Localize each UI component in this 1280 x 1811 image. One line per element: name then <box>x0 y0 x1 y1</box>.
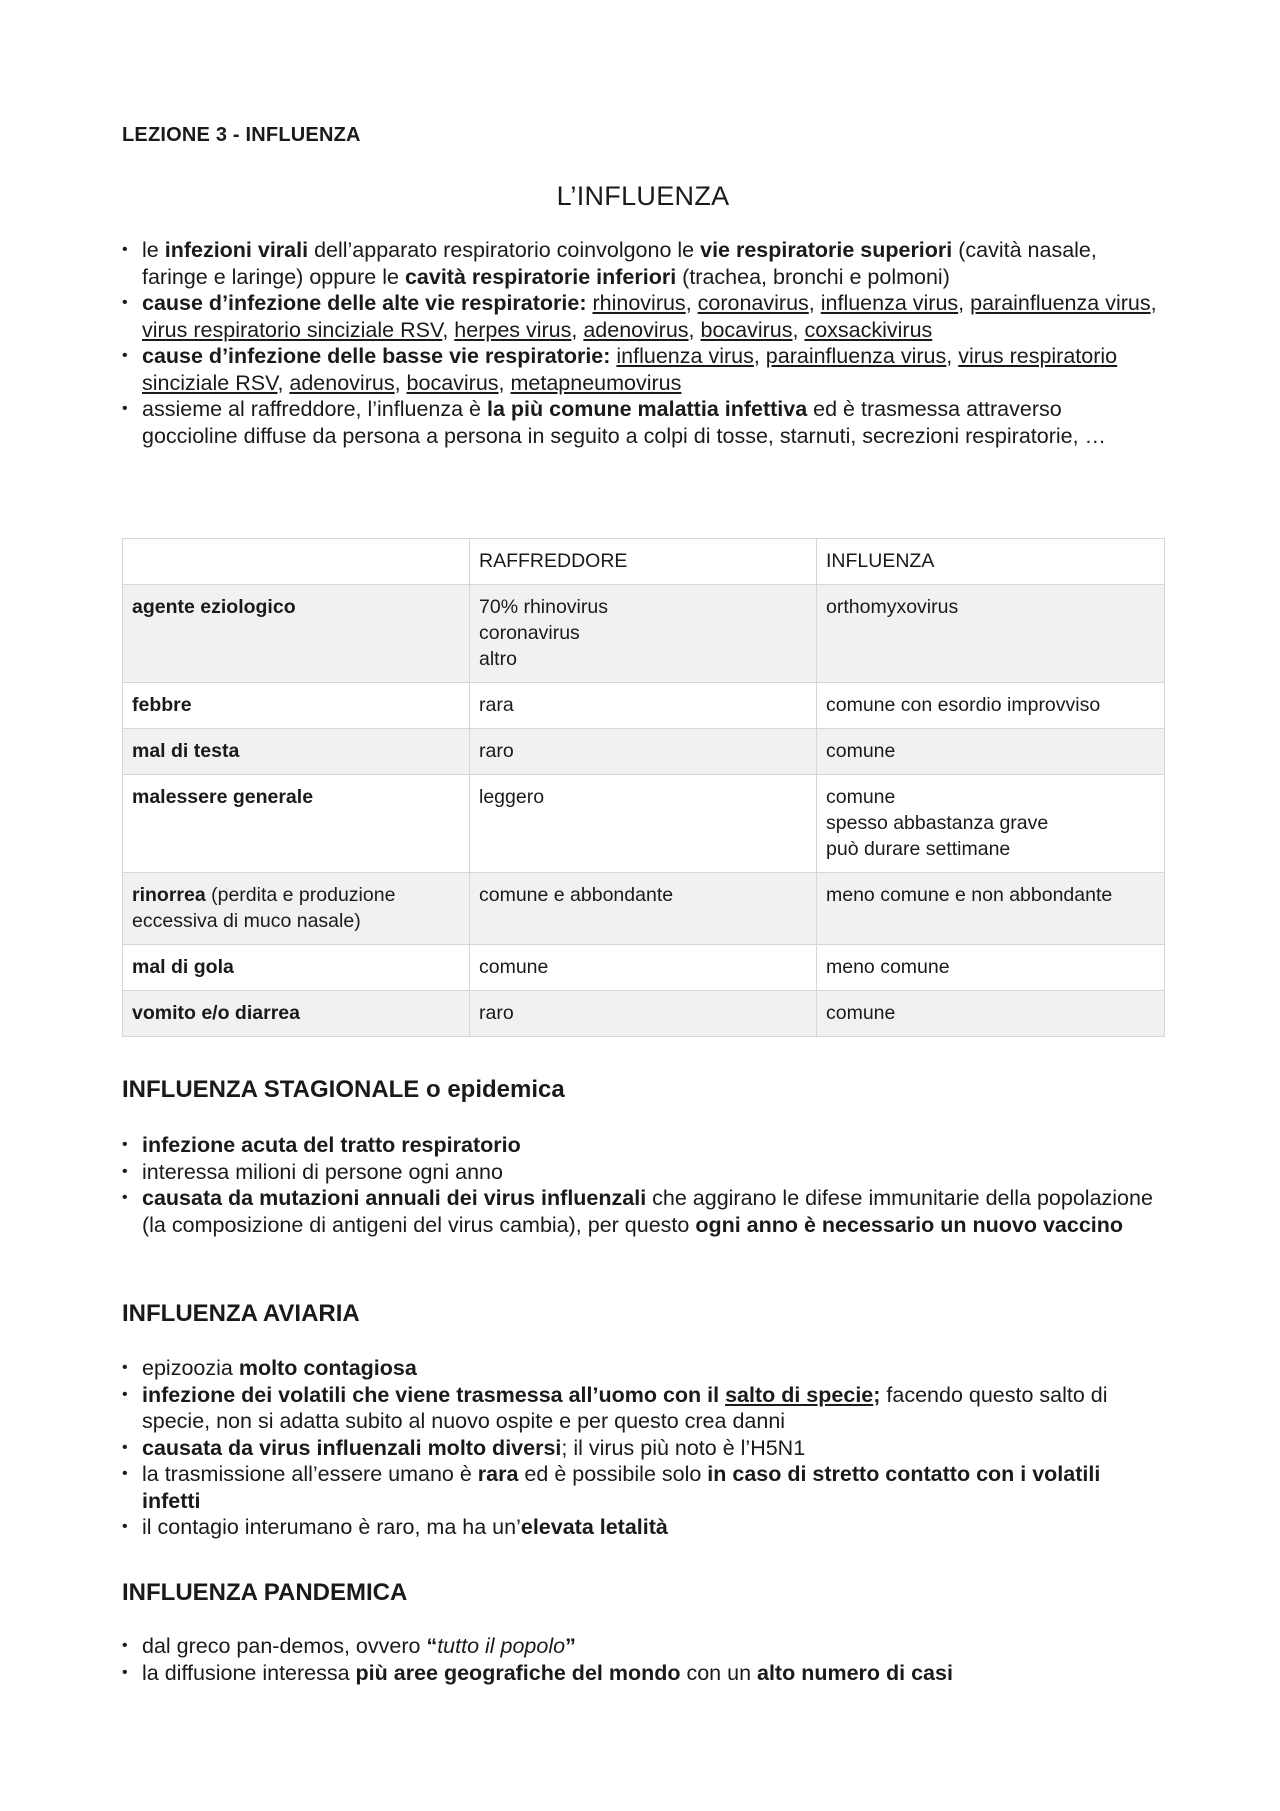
list-item <box>122 396 1162 449</box>
row-label <box>123 873 470 945</box>
text: la trasmissione all’essere umano è <box>142 1462 478 1486</box>
list-item <box>122 1660 1162 1687</box>
cell <box>817 683 1165 729</box>
text: le <box>142 238 165 262</box>
virus-name: herpes virus <box>454 317 572 342</box>
text: dal greco pan-demos, ovvero <box>142 1634 427 1658</box>
bold-text: vie respiratorie superiori <box>700 238 953 262</box>
italic-text: tutto il popolo <box>437 1634 566 1658</box>
row-label <box>123 775 470 873</box>
virus-name: coxsackivirus <box>804 317 933 342</box>
table-row <box>123 585 1165 683</box>
cell <box>817 945 1165 991</box>
cell <box>470 585 817 683</box>
cell <box>470 775 817 873</box>
section-heading-aviaria: INFLUENZA AVIARIA <box>122 1300 360 1327</box>
row-label-text: febbre <box>132 694 192 716</box>
text: che aggirano le difese immunitarie della popolazione (la composizione di antigeni del virus cambia), per questo <box>142 1186 1153 1237</box>
cell <box>817 585 1165 683</box>
table-row <box>123 945 1165 991</box>
cell-line: comune <box>826 740 896 762</box>
section-heading-stagionale: INFLUENZA STAGIONALE o epidemica <box>122 1076 565 1103</box>
virus-name: bocavirus <box>406 370 499 395</box>
row-label-text: vomito e/o diarrea <box>132 1002 300 1024</box>
cell <box>470 991 817 1037</box>
cell-line: raro <box>479 740 514 762</box>
bold-text: più aree geografiche del mondo <box>355 1660 681 1685</box>
cell-line: meno comune e non abbondante <box>826 884 1113 906</box>
list-item <box>122 237 1162 290</box>
bold-text: in caso di stretto contatto con i volatili infetti <box>142 1462 1101 1513</box>
cell-line: comune <box>479 956 549 978</box>
virus-name: influenza virus <box>616 344 754 368</box>
bold-text: infezioni virali <box>164 238 309 262</box>
text: (cavità nasale, faringe e laringe) oppure le <box>142 238 1097 289</box>
text: la diffusione interessa <box>142 1660 356 1685</box>
virus-name: influenza virus <box>820 291 959 315</box>
list-item <box>122 1382 1162 1435</box>
cell-line: meno comune <box>826 956 950 978</box>
cell <box>470 945 817 991</box>
cell-line: raro <box>479 1002 514 1024</box>
list-item: • cause d’infezione delle basse vie respiratorie: influenza virus, parainfluenza virus, virus respiratorio sinciziale RSV, adenovirus, bocavirus, metapneumovirus <box>122 343 1162 396</box>
list-item <box>122 1435 1162 1462</box>
table-row <box>123 991 1165 1037</box>
virus-name: virus respiratorio sinciziale RSV <box>142 344 1118 395</box>
cell <box>817 729 1165 775</box>
table-row <box>123 775 1165 873</box>
row-label-text: malessere generale <box>132 786 314 808</box>
bold-text: infezione dei volatili che viene trasmessa all’uomo con il <box>142 1382 726 1407</box>
text: ed è trasmessa attraverso goccioline diffuse da persona a persona in seguito a colpi di tosse, starnuti, secrezioni respiratorie, … <box>142 397 1107 448</box>
bold-text: ogni anno è necessario un nuovo vaccino <box>695 1212 1124 1237</box>
bold-text: infezione acuta del tratto respiratorio <box>142 1133 521 1157</box>
virus-name: parainfluenza virus <box>765 344 947 368</box>
page-title: L’INFLUENZA <box>556 181 730 211</box>
table-header-row <box>123 539 1165 585</box>
virus-name: parainfluenza virus <box>970 291 1151 315</box>
header-cell: RAFFREDDORE <box>470 539 817 585</box>
text: epizoozia <box>142 1356 239 1380</box>
row-label-text: agente eziologico <box>132 596 296 618</box>
list-item <box>122 1132 1162 1159</box>
row-label <box>123 991 470 1037</box>
intro-list <box>122 237 1162 449</box>
header-cell: INFLUENZA <box>817 539 1165 585</box>
cell-line: orthomyxovirus <box>826 596 959 618</box>
cell <box>817 775 1165 873</box>
cell-line: comune con esordio improvviso <box>826 694 1101 716</box>
text: dell’apparato respiratorio coinvolgono le <box>308 238 701 262</box>
cell <box>817 873 1165 945</box>
row-label-note: (perdita e produzione eccessiva di muco nasale) <box>132 884 396 932</box>
text: interessa milioni di persone ogni anno <box>142 1159 503 1184</box>
table-row <box>123 729 1165 775</box>
bold-text: molto contagiosa <box>238 1356 417 1380</box>
virus-name: adenovirus <box>289 370 395 395</box>
bold-text: rara <box>477 1462 519 1486</box>
bold-text: causata da mutazioni annuali dei virus influenzali <box>142 1186 647 1210</box>
pandemica-list <box>122 1633 1162 1686</box>
row-label-text: rinorrea <box>132 884 206 906</box>
cell <box>470 683 817 729</box>
cell-line: coronavirus <box>479 622 580 644</box>
cell <box>817 991 1165 1037</box>
lesson-heading: LEZIONE 3 - INFLUENZA <box>122 124 361 146</box>
text: ed è possibile solo <box>518 1462 708 1486</box>
list-item <box>122 1461 1162 1514</box>
bold-text: alto numero di casi <box>757 1660 953 1685</box>
cell-line: 70% rhinovirus <box>479 596 608 618</box>
cell-line: altro <box>479 648 517 670</box>
list-item <box>122 1514 1162 1541</box>
text: il contagio interumano è raro, ma ha un’ <box>142 1515 521 1539</box>
cell <box>470 873 817 945</box>
bold-text: ; <box>873 1382 881 1407</box>
text: con un <box>680 1660 757 1685</box>
virus-name: virus respiratorio sinciziale RSV <box>142 317 443 342</box>
row-label-text: mal di gola <box>132 956 234 978</box>
stagionale-list <box>122 1132 1162 1238</box>
cell-line: spesso abbastanza grave <box>826 812 1049 834</box>
row-label <box>123 945 470 991</box>
list-item <box>122 1633 1162 1660</box>
table-row <box>123 683 1165 729</box>
quote-mark: ” <box>565 1634 576 1658</box>
virus-name: rhinovirus <box>592 291 686 315</box>
list-item <box>122 1185 1162 1238</box>
cell-line: leggero <box>479 786 545 808</box>
row-label <box>123 585 470 683</box>
header-cell <box>123 539 470 585</box>
text: assieme al raffreddore, l’influenza è <box>142 397 487 421</box>
bold-text: cause d’infezione delle alte vie respiratorie: <box>142 291 587 315</box>
section-heading-pandemica: INFLUENZA PANDEMICA <box>122 1579 408 1606</box>
bold-text: cause d’infezione delle basse vie respiratorie: <box>142 344 611 368</box>
bold-text: elevata letalità <box>520 1515 668 1539</box>
cell-line: rara <box>479 694 514 716</box>
text: facendo questo salto di specie, non si adatta subito al nuovo ospite e per questo crea danni <box>142 1382 1108 1433</box>
cell-line: comune <box>826 786 896 808</box>
virus-name: bocavirus <box>700 317 793 342</box>
list-item <box>122 1355 1162 1382</box>
aviaria-list <box>122 1355 1162 1541</box>
cell-line: comune e abbondante <box>479 884 674 906</box>
bold-text: la più comune malattia infettiva <box>487 397 808 421</box>
bold-text: cavità respiratorie inferiori <box>404 264 677 289</box>
cell-line: può durare settimane <box>826 838 1011 860</box>
row-label <box>123 683 470 729</box>
virus-name: metapneumovirus <box>510 370 682 395</box>
list-item: • cause d’infezione delle alte vie respiratorie: rhinovirus, coronavirus, influenza virus, parainfluenza virus, virus respiratorio sinciziale RSV, herpes virus, adenovirus, bocavirus, coxsackivirus <box>122 290 1162 343</box>
bold-underlined-text: salto di specie <box>725 1382 874 1407</box>
table-row <box>123 873 1165 945</box>
virus-name: adenovirus <box>583 317 689 342</box>
cell <box>470 729 817 775</box>
list-item <box>122 1159 1162 1186</box>
row-label <box>123 729 470 775</box>
text: ; il virus più noto è l’H5N1 <box>561 1435 806 1460</box>
quote-mark: “ <box>426 1634 438 1658</box>
virus-name: coronavirus <box>697 291 809 315</box>
row-label-text: mal di testa <box>132 740 240 762</box>
cell-line: comune <box>826 1002 896 1024</box>
comparison-table <box>122 538 1165 1037</box>
text: (trachea, bronchi e polmoni) <box>676 264 950 289</box>
bold-text: causata da virus influenzali molto diversi <box>142 1435 562 1460</box>
